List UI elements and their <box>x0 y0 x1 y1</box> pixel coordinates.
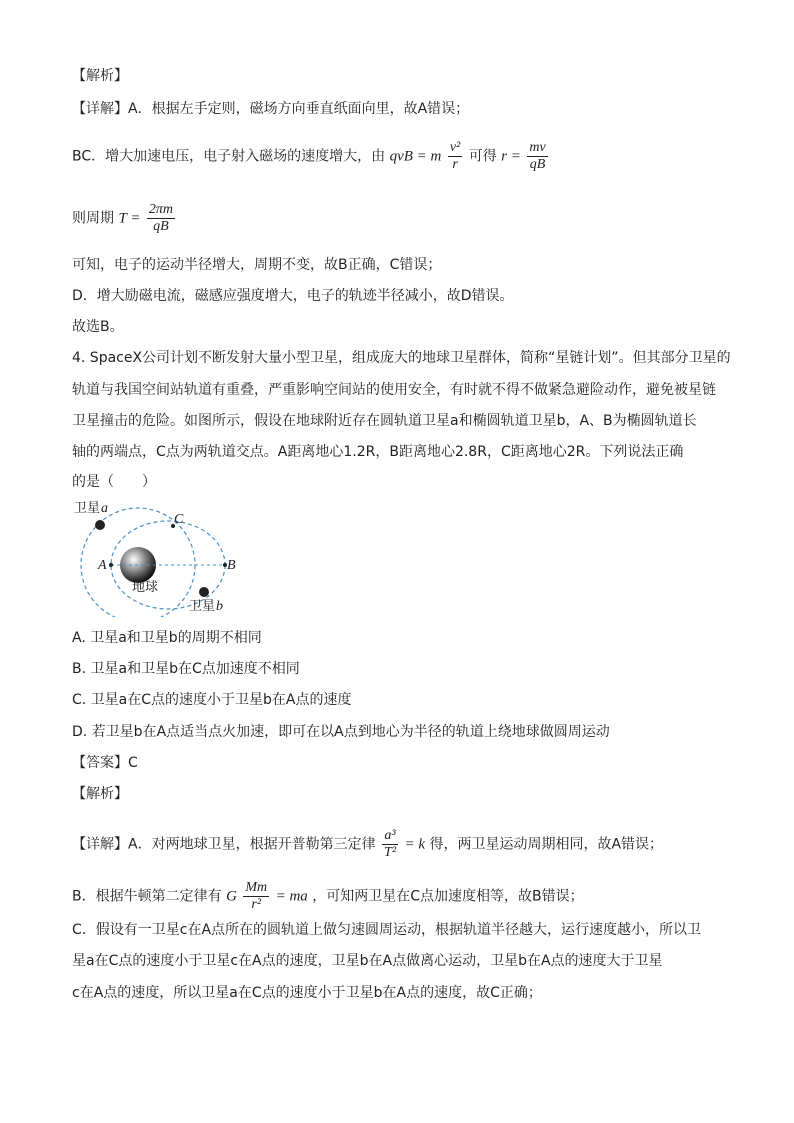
satellite-a-icon <box>95 520 105 530</box>
fraction-numerator: 2πm <box>148 202 173 217</box>
bc-fraction-2 <box>527 140 547 173</box>
choose-b: 故选B。 <box>72 319 124 335</box>
fraction-numerator: a³ <box>382 828 398 845</box>
detail-c-line-2: 星a在C点的速度小于卫星c在A点的速度，卫星b在A点做离心运动，卫星b在A点的速度大于卫星 <box>72 953 663 969</box>
period-fraction <box>147 202 175 235</box>
question-4-line-1: 4. SpaceX公司计划不断发射大量小型卫星，组成庞大的地球卫星群体，简称“星链计划”。但其部分卫星的 <box>72 350 731 366</box>
fraction-denominator: qB <box>153 219 169 234</box>
fraction-denominator: qB <box>529 157 546 172</box>
fraction-denominator: r <box>452 157 458 172</box>
detail-a-2-text: 【详解】A．对两地球卫星，根据开普勒第三定律 <box>72 836 376 853</box>
detail-b-text: B．根据牛顿第二定律有 <box>72 888 222 905</box>
fraction-numerator: mv <box>529 140 546 155</box>
option-c: C. 卫星a在C点的速度小于卫星b在A点的速度 <box>72 692 352 708</box>
kepler-fraction <box>382 828 398 861</box>
question-4-line-2: 轨道与我国空间站轨道有重叠，严重影响空间站的使用安全，有时就不得不做紧急避险动作，避免被星链 <box>72 382 716 398</box>
bc-fraction-1 <box>448 140 462 173</box>
question-4-line-3: 卫星撞击的危险。如图所示，假设在地球附近存在圆轨道卫星a和椭圆轨道卫星b，A、B为椭圆轨道长 <box>72 413 697 429</box>
bc-text: BC．增大加速电压，电子射入磁场的速度增大，由 <box>72 148 386 165</box>
bc-equation-radius: r = <box>501 148 521 165</box>
detail-c-line-1: C．假设有一卫星c在A点所在的圆轨道上做匀速圆周运动，根据轨道半径越大，运行速度越小，所以卫 <box>72 922 702 938</box>
period-text: 则周期 <box>72 210 114 227</box>
detail-a-2-paragraph <box>72 828 663 861</box>
label-a: A <box>98 558 107 573</box>
option-b: B. 卫星a和卫星b在C点加速度不相同 <box>72 661 300 677</box>
point-a <box>109 563 113 567</box>
fraction-numerator: Mm <box>245 880 268 895</box>
option-a: A. 卫星a和卫星b的周期不相同 <box>72 630 262 646</box>
label-b: B <box>227 558 236 573</box>
bc-equation-lhs: qvB = m <box>389 148 442 165</box>
kepler-rhs: = k <box>404 836 425 853</box>
question-4-line-5: 的是（ ） <box>72 474 156 490</box>
answer: 【答案】C <box>72 755 138 771</box>
satellite-a-variable: a <box>101 501 108 516</box>
bc-text-mid: 可得 <box>468 148 497 165</box>
detail-c-line-3: c在A点的速度，所以卫星a在C点的速度小于卫星b在A点的速度，故C正确； <box>72 985 542 1001</box>
detail-a-paragraph: 【详解】A．根据左手定则，磁场方向垂直纸面向里，故A错误； <box>72 101 470 117</box>
fraction-denominator: T² <box>384 845 397 860</box>
conclusion-b: 可知，电子的运动半径增大，周期不变，故B正确，C错误； <box>72 257 442 273</box>
satellite-a-label: 卫星 <box>74 501 101 516</box>
satellite-b-label: 卫星 <box>189 599 216 614</box>
newton-fraction <box>243 880 269 913</box>
orbit-diagram <box>70 497 250 617</box>
analysis-label: 【解析】 <box>72 68 128 84</box>
fraction-numerator: v² <box>449 140 461 155</box>
analysis-label-2: 【解析】 <box>72 786 128 802</box>
newton-rhs: = ma <box>275 888 308 905</box>
period-equation: T = <box>118 210 141 227</box>
bc-paragraph <box>72 140 550 173</box>
label-c: C <box>174 512 184 527</box>
option-d: D. 若卫星b在A点适当点火加速，即可在以A点到地心为半径的轨道上绕地球做圆周运动 <box>72 724 610 740</box>
satellite-b-icon <box>199 587 209 597</box>
detail-d: D．增大励磁电流，磁感应强度增大，电子的轨迹半径减小，故D错误。 <box>72 288 514 304</box>
question-4-line-4: 轴的两端点，C点为两轨道交点。A距离地心1.2R，B距离地心2.8R，C距离地心2R。下列说法正确 <box>72 444 684 460</box>
gravity-constant: G <box>226 888 237 905</box>
period-paragraph <box>72 202 177 235</box>
detail-a-2-text-post: 得，两卫星运动周期相同，故A错误； <box>429 836 664 853</box>
detail-b-paragraph <box>72 880 584 913</box>
detail-b-text-post: ，可知两卫星在C点加速度相等，故B错误； <box>312 888 584 905</box>
fraction-denominator: r² <box>251 897 262 912</box>
satellite-b-variable: b <box>216 599 223 614</box>
earth-label: 地球 <box>132 580 159 595</box>
